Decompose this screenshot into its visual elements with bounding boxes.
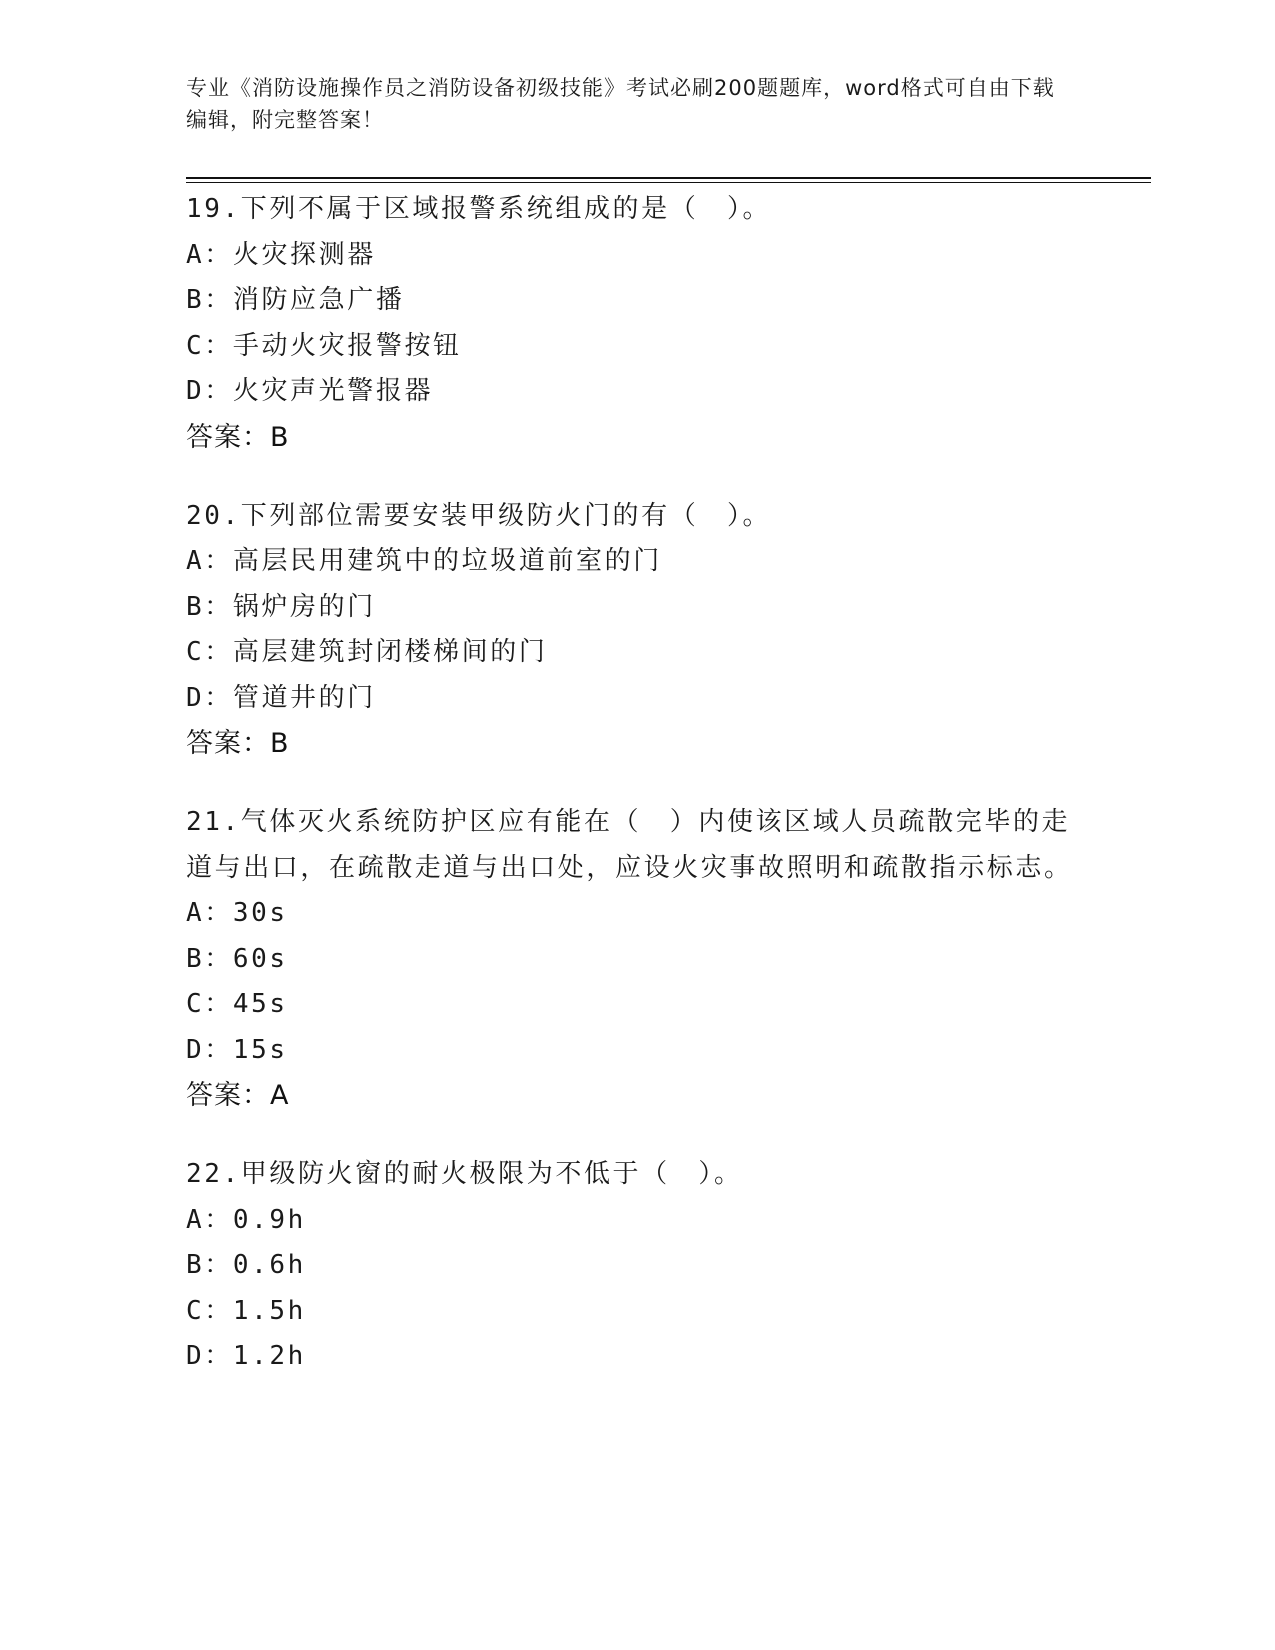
option-letter: D： (186, 682, 233, 713)
option-letter: C： (186, 1295, 233, 1326)
option-text: 0.9h (232, 1204, 306, 1235)
option-text: 60s (232, 943, 288, 974)
option-letter: B： (186, 591, 233, 622)
option-text: 高层民用建筑中的垃圾道前室的门 (232, 546, 662, 576)
question-19 (186, 187, 1086, 460)
option-d (186, 369, 1086, 415)
option-letter: C： (186, 330, 233, 361)
option-d (186, 1028, 1086, 1074)
option-letter: C： (186, 637, 233, 667)
option-d (186, 1334, 1086, 1380)
question-stem: 19.下列不属于区域报警系统组成的是（ ）。 (186, 194, 772, 224)
option-b (186, 937, 1086, 983)
option-letter: A： (186, 546, 233, 576)
option-letter: D： (186, 376, 233, 406)
answer-line: 答案：B (186, 421, 290, 453)
option-text: 管道井的门 (232, 682, 376, 713)
option-c (186, 324, 1086, 370)
answer-line: 答案：B (186, 728, 290, 759)
option-letter: A： (186, 898, 233, 928)
header-divider-thin (186, 182, 1151, 183)
answer-line: 答案：A (186, 1080, 290, 1111)
question-list (186, 187, 1086, 1414)
option-b (186, 585, 1086, 631)
option-text: 30s (232, 898, 288, 928)
option-text: 高层建筑封闭楼梯间的门 (232, 637, 548, 667)
header-divider-thick (186, 177, 1151, 179)
question-22 (186, 1152, 1086, 1380)
question-21 (186, 800, 1086, 1118)
option-letter: C： (186, 989, 233, 1019)
question-stem: 22.甲级防火窗的耐火极限为不低于（ ）。 (186, 1159, 743, 1189)
option-d (186, 676, 1086, 722)
option-b (186, 278, 1086, 324)
option-a (186, 233, 1086, 279)
option-text: 0.6h (232, 1250, 306, 1280)
option-letter: B： (186, 285, 233, 315)
document-header: 专业《消防设施操作员之消防设备初级技能》考试必刷200题题库，word格式可自由下载编辑，附完整答案！ (186, 76, 1055, 132)
option-c (186, 1289, 1086, 1335)
option-letter: D： (186, 1034, 233, 1065)
option-letter: B： (186, 943, 233, 974)
option-text: 1.2h (232, 1341, 306, 1371)
option-text: 火灾探测器 (232, 239, 376, 270)
option-text: 火灾声光警报器 (232, 376, 434, 406)
option-letter: A： (186, 239, 233, 270)
option-text: 45s (232, 989, 288, 1019)
option-text: 锅炉房的门 (232, 591, 376, 622)
option-b (186, 1243, 1086, 1289)
option-text: 1.5h (232, 1295, 306, 1326)
question-20 (186, 494, 1086, 767)
option-letter: D： (186, 1341, 233, 1371)
option-c (186, 630, 1086, 676)
option-letter: A： (186, 1204, 233, 1235)
option-a (186, 539, 1086, 585)
option-a (186, 891, 1086, 937)
question-stem: 20.下列部位需要安装甲级防火门的有（ ）。 (186, 500, 772, 531)
option-text: 手动火灾报警按钮 (232, 330, 462, 361)
question-stem: 21.气体灭火系统防护区应有能在（ ）内使该区域人员疏散完毕的走道与出口，在疏散走道与出口处，应设火灾事故照明和疏散指示标志。 (186, 807, 1073, 883)
option-text: 消防应急广播 (232, 285, 405, 315)
option-a (186, 1198, 1086, 1244)
option-letter: B： (186, 1250, 233, 1280)
option-c (186, 982, 1086, 1028)
option-text: 15s (232, 1034, 288, 1065)
